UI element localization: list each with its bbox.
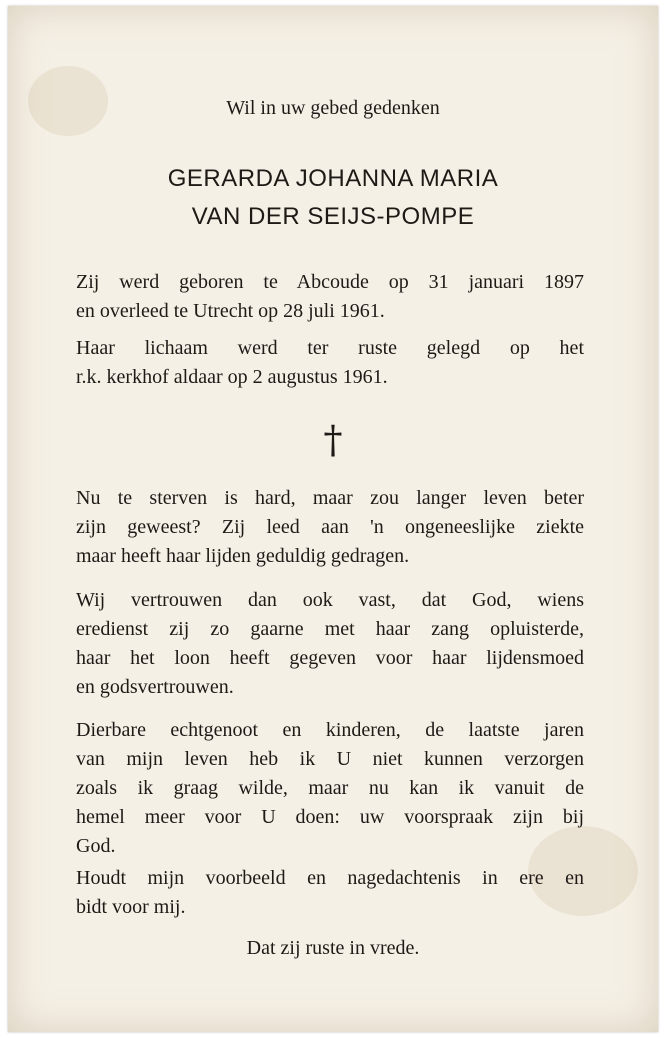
- paragraph2-line3: haar het loon heeft gegeven voor haar lijdensmoed: [76, 647, 584, 669]
- paragraph1-line3: maar heeft haar lijden geduldig gedragen.: [76, 545, 410, 567]
- paragraph4-line2: bidt voor mij.: [76, 896, 186, 918]
- paragraph3-line3: zoals ik graag wilde, maar nu kan ik vanuit de: [76, 777, 584, 799]
- paragraph3-line4: hemel meer voor U doen: uw voorspraak zijn bij: [76, 806, 584, 828]
- paragraph1-line2: zijn geweest? Zij leed aan 'n ongeneeslijke ziekte: [76, 516, 584, 538]
- paragraph3-line2: van mijn leven heb ik U niet kunnen verzorgen: [76, 748, 584, 770]
- memorial-card: [8, 6, 658, 1032]
- paragraph1-line1: Nu te sterven is hard, maar zou langer leven beter: [76, 487, 584, 509]
- birth-line2: en overleed te Utrecht op 28 juli 1961.: [76, 300, 385, 322]
- paragraph2-line4: en godsvertrouwen.: [76, 676, 234, 698]
- deceased-name-line1: GERARDA JOHANNA MARIA: [167, 165, 499, 192]
- burial-line2: r.k. kerkhof aldaar op 2 augustus 1961.: [76, 366, 388, 388]
- closing-text: Dat zij ruste in vrede.: [246, 937, 420, 959]
- burial-line1: Haar lichaam werd ter ruste gelegd op het: [76, 337, 584, 359]
- latin-cross-icon: †: [323, 418, 343, 462]
- birth-line1: Zij werd geboren te Abcoude op 31 januari 1897: [76, 271, 584, 293]
- paragraph3-line5: God.: [76, 835, 116, 857]
- paragraph2-line2: eredienst zij zo gaarne met haar zang opluisterde,: [76, 618, 584, 640]
- paragraph4-line1: Houdt mijn voorbeeld en nagedachtenis in ere en: [76, 867, 584, 889]
- paragraph3-line1: Dierbare echtgenoot en kinderen, de laatste jaren: [76, 719, 584, 741]
- intro-text: Wil in uw gebed gedenken: [226, 97, 440, 119]
- paragraph2-line1: Wij vertrouwen dan ook vast, dat God, wiens: [76, 589, 584, 611]
- deceased-name-line2: VAN DER SEIJS-POMPE: [191, 203, 475, 230]
